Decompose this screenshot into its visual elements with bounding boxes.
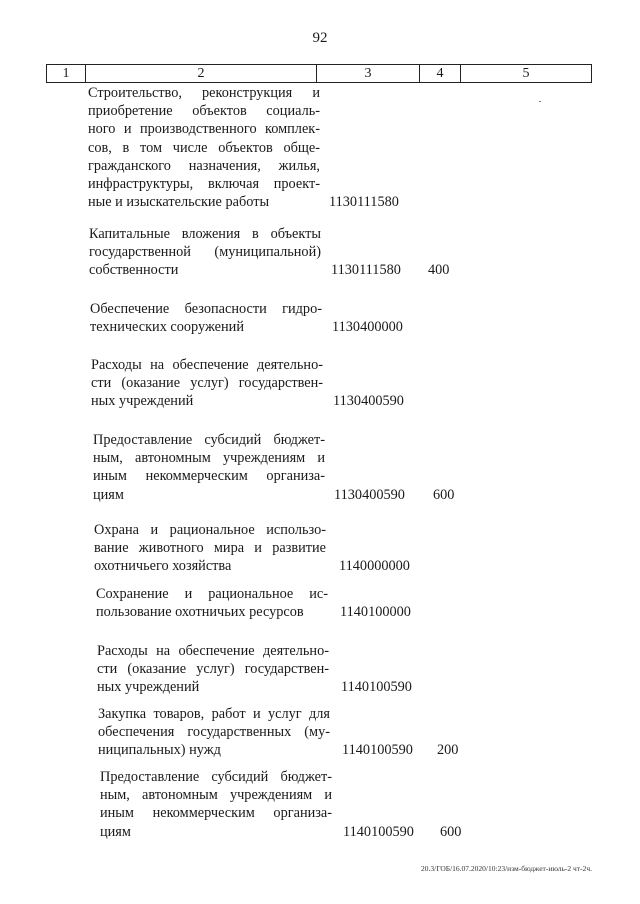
expense-item-name-line: ные и изыскательские работы [88,194,270,211]
expense-item-name-line: Охрана и рациональное использо- [94,522,326,538]
target-article-code: 1130111580 [331,262,401,279]
expense-type-code: 600 [433,486,455,503]
expense-item-name-line: ного и производственного комплек- [88,121,320,138]
target-article-code: 1140100000 [340,604,411,621]
column-header-4: 4 [420,65,461,83]
expense-item-name-line: Строительство, реконструкция и [88,85,320,101]
column-header-5: 5 [461,65,592,83]
target-article-code: 1140100590 [342,742,413,759]
expense-item-name-line: инфраструктуры, включая проект- [88,176,320,193]
expense-item-name [89,225,321,280]
scan-speck [539,101,541,102]
expense-item-name-line: обеспечения государственных (му- [98,724,330,741]
column-header-3: 3 [317,65,420,83]
expense-item-name [90,300,322,336]
column-header-1: 1 [47,65,86,83]
target-article-code: 1130400590 [334,486,405,503]
expense-item-name-line: ным, автономным учреждениям и [93,450,325,467]
target-article-code: 1130400000 [332,319,403,336]
expense-item-name-line: Обеспечение безопасности гидро- [90,301,322,317]
expense-item-name-line: вание животного мира и развитие [94,540,326,557]
expense-item-name [93,431,325,504]
expense-item-name-line: иным некоммерческим организа- [93,468,325,485]
expense-item-name-line: ным, автономным учреждениям и [100,787,332,804]
target-article-code: 1130111580 [329,194,399,211]
expense-item-name-line: циям [100,823,131,840]
expense-item-name-line: государственной (муниципальной) [89,244,321,261]
expense-item-name-line: иным некоммерческим организа- [100,805,332,822]
target-article-code: 1140100590 [343,823,414,840]
expense-item-name-line: Предоставление субсидий бюджет- [93,432,325,448]
expense-item-name-line: технических сооружений [90,319,244,336]
expense-item-name-line: ных учреждений [97,679,200,696]
expense-type-code: 600 [440,823,462,840]
expense-item-name-line: Расходы на обеспечение деятельно- [97,643,329,659]
expense-item-name-line: пользование охотничьих ресурсов [96,604,304,621]
expense-type-code: 200 [437,742,459,759]
expense-item-name [96,585,328,621]
target-article-code: 1140000000 [339,558,410,575]
expense-item-name-line: Сохранение и рациональное ис- [96,586,328,602]
expense-type-code: 400 [428,262,450,279]
expense-item-name [100,768,332,841]
expense-item-name-line: Закупка товаров, работ и услуг для [98,706,330,722]
document-footer: 20.3/ГОБ/16.07.2020/10:23/изм-бюджет-июль-2 чт-2ч. [421,864,592,873]
expense-item-name-line: циям [93,486,124,503]
expense-item-name-line: ниципальных) нужд [98,742,221,759]
expense-item-name-line: приобретение объектов социаль- [88,103,320,120]
expense-item-name-line: сти (оказание услуг) государствен- [97,661,329,678]
expense-item-name-line: охотничьего хозяйства [94,558,232,575]
column-header-table [46,64,592,83]
expense-item-name-line: ных учреждений [91,393,194,410]
expense-item-name-line: собственности [89,262,179,279]
expense-item-name-line: Капитальные вложения в объекты [89,226,321,242]
column-header-2: 2 [86,65,317,83]
expense-item-name [97,642,329,697]
expense-item-name [88,84,320,211]
expense-item-name-line: гражданского назначения, жилья, [88,157,320,174]
target-article-code: 1130400590 [333,393,404,410]
expense-item-name [98,705,330,760]
expense-item-name-line: Предоставление субсидий бюджет- [100,769,332,785]
page-number: 92 [312,30,328,46]
expense-item-name-line: сов, в том числе объектов обще- [88,139,320,156]
target-article-code: 1140100590 [341,679,412,696]
expense-item-name-line: Расходы на обеспечение деятельно- [91,357,323,373]
expense-item-name [94,521,326,576]
expense-item-name-line: сти (оказание услуг) государствен- [91,375,323,392]
expense-item-name [91,356,323,411]
